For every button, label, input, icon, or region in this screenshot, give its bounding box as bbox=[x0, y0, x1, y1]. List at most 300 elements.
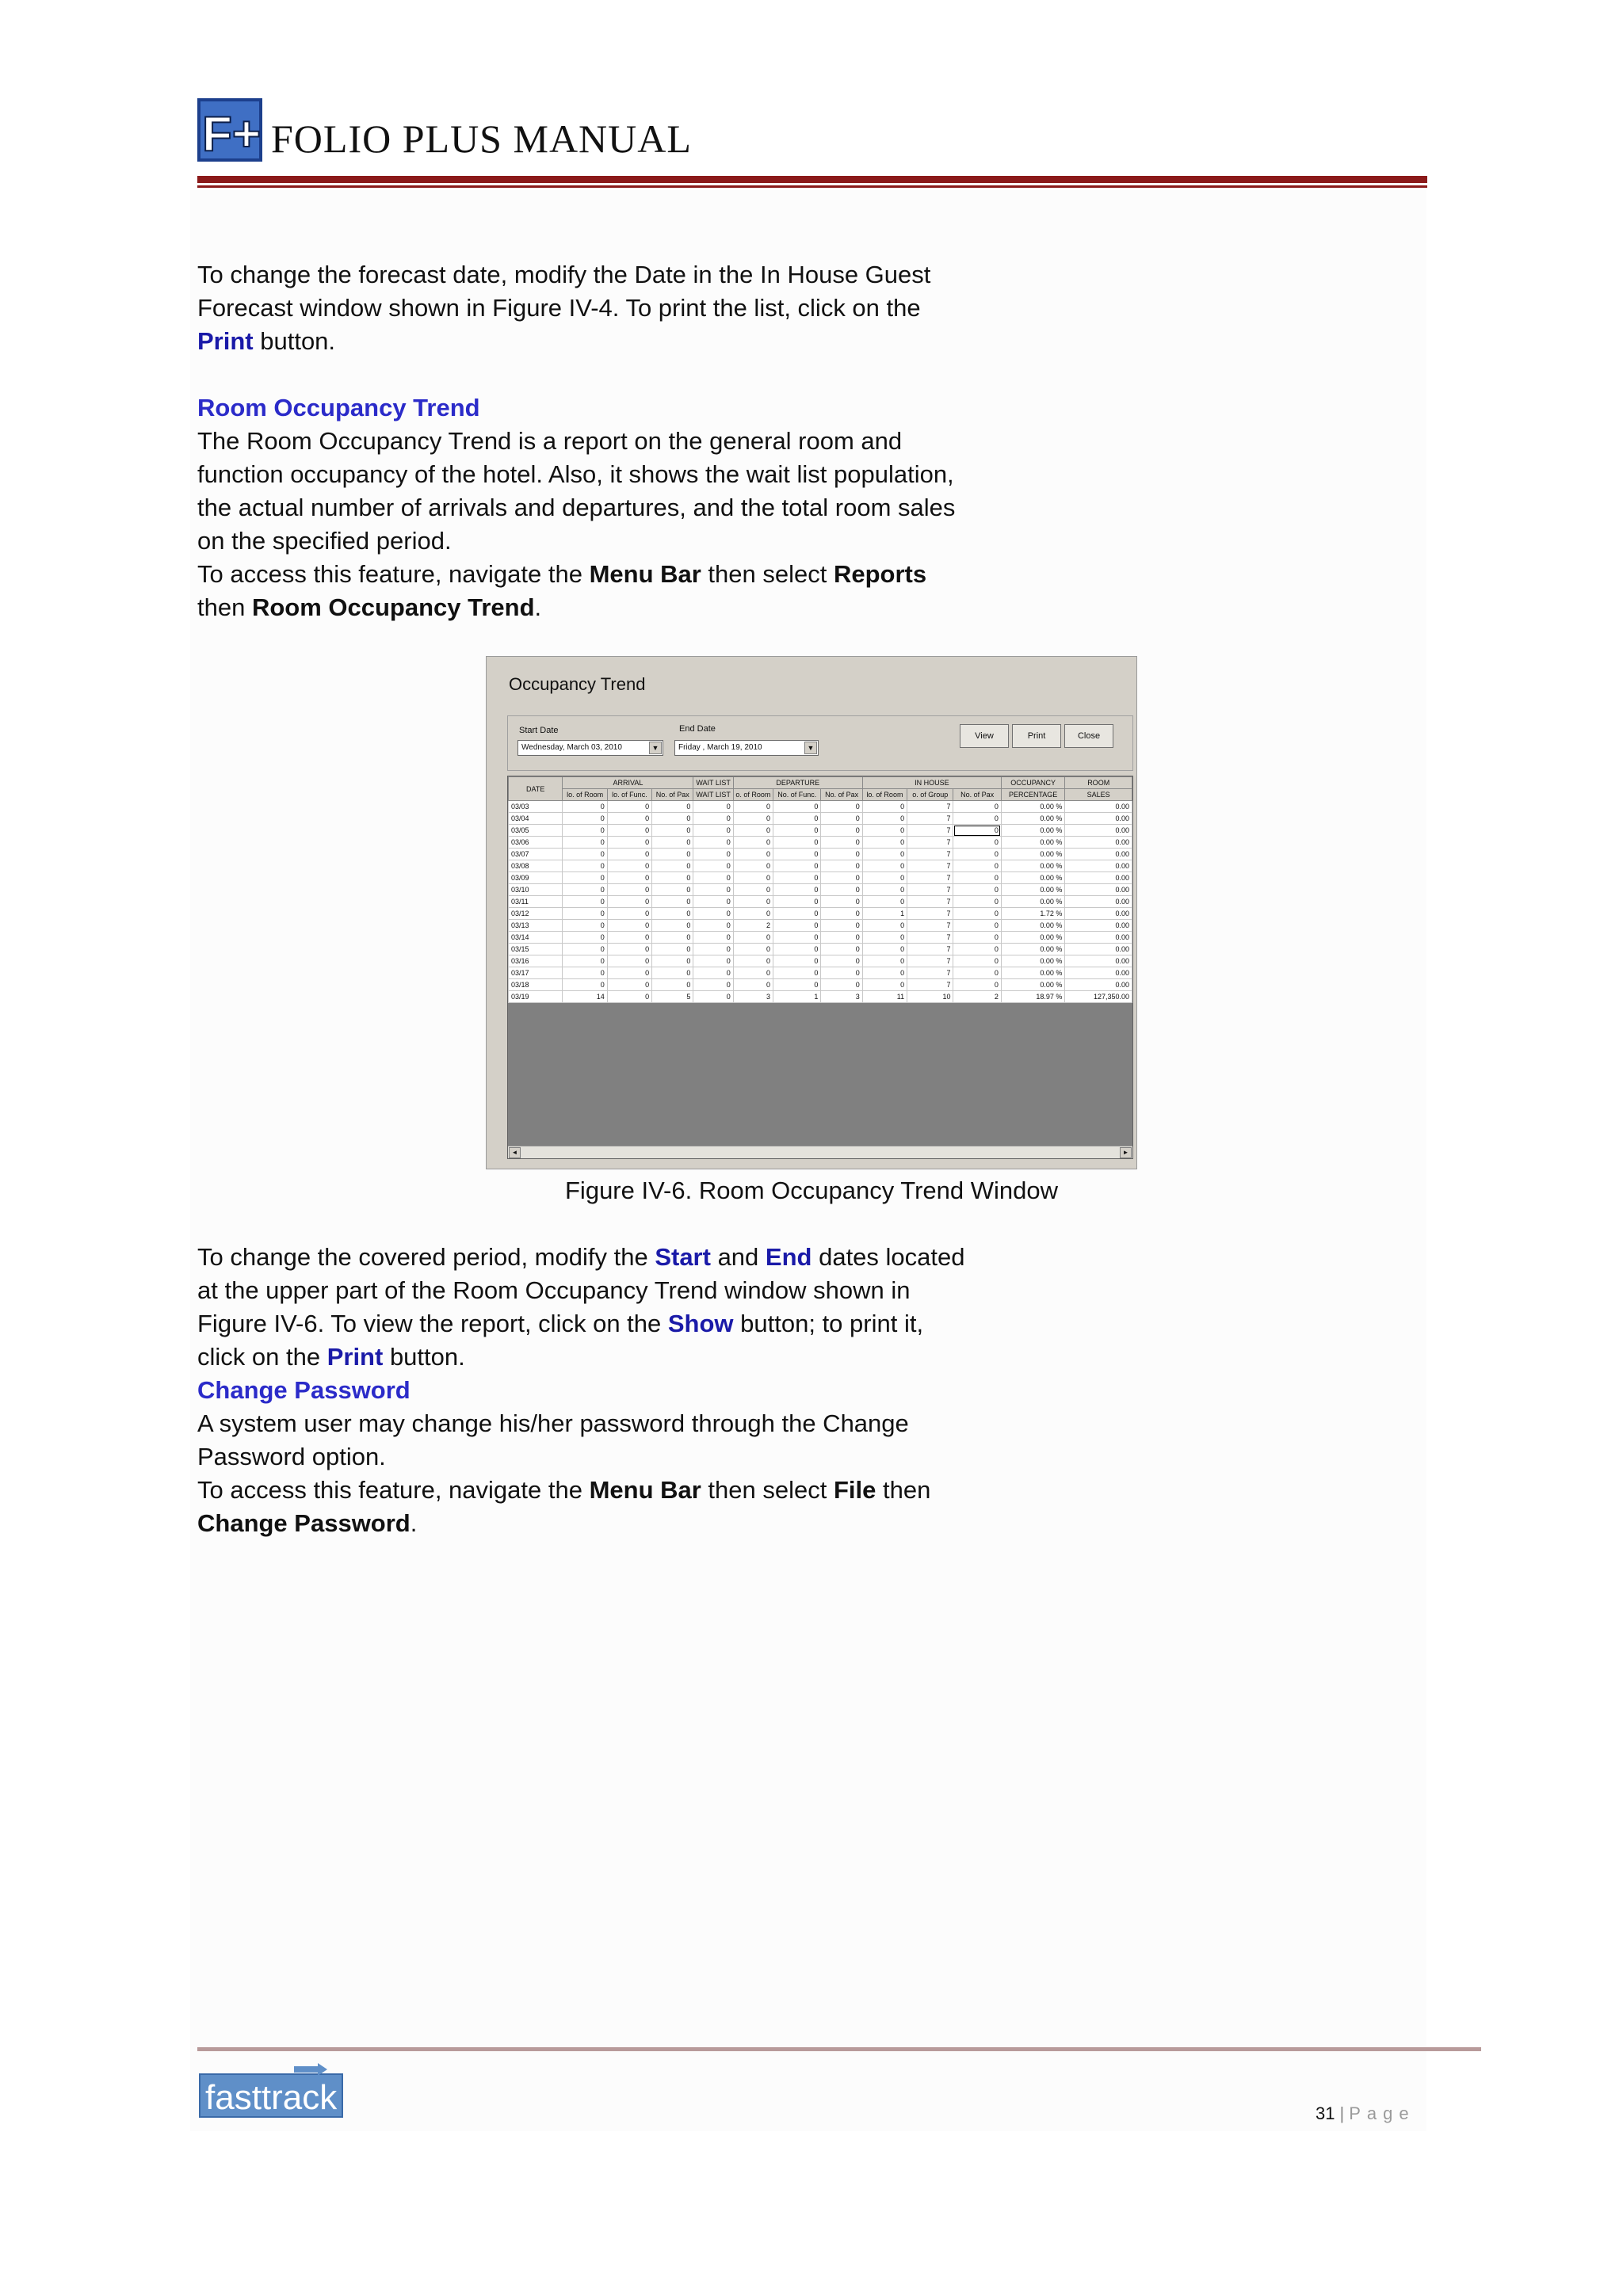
table-cell[interactable]: 0 bbox=[693, 920, 733, 932]
access-text: then bbox=[197, 593, 252, 621]
folio-plus-logo-text: F+ bbox=[202, 107, 262, 162]
table-cell[interactable]: 0.00 bbox=[1065, 944, 1132, 955]
table-cell[interactable]: 7 bbox=[907, 967, 953, 979]
table-cell[interactable]: 0.00 bbox=[1065, 849, 1132, 860]
table-cell[interactable]: 0 bbox=[733, 884, 773, 896]
table-cell[interactable]: 0 bbox=[607, 896, 651, 908]
table-cell[interactable]: 0 bbox=[607, 967, 651, 979]
table-cell[interactable]: 0.00 % bbox=[1001, 801, 1065, 813]
table-cell[interactable]: 0.00 bbox=[1065, 967, 1132, 979]
access-text: . bbox=[410, 1509, 418, 1537]
table-cell[interactable]: 0 bbox=[607, 849, 651, 860]
table-cell[interactable]: 0 bbox=[862, 896, 907, 908]
section-line: the actual number of arrivals and departures, and the total room sales bbox=[197, 494, 956, 521]
table-cell[interactable]: 0 bbox=[821, 944, 862, 955]
table-cell[interactable]: 0 bbox=[773, 967, 821, 979]
table-cell[interactable]: 0 bbox=[693, 801, 733, 813]
table-cell[interactable]: 0 bbox=[773, 944, 821, 955]
table-cell[interactable]: 0 bbox=[607, 944, 651, 955]
table-cell[interactable]: 0 bbox=[773, 849, 821, 860]
table-cell[interactable]: 0.00 % bbox=[1001, 979, 1065, 991]
table-cell[interactable]: 0 bbox=[773, 955, 821, 967]
column-header: No. of Func. bbox=[773, 789, 821, 801]
table-cell[interactable]: 0 bbox=[821, 896, 862, 908]
table-cell[interactable]: 0 bbox=[862, 825, 907, 837]
close-button[interactable]: Close bbox=[1064, 724, 1113, 748]
table-cell[interactable]: 0 bbox=[563, 920, 607, 932]
table-cell[interactable]: 0.00 % bbox=[1001, 944, 1065, 955]
table-row[interactable] bbox=[509, 932, 1132, 944]
column-header: lo. of Room bbox=[862, 789, 907, 801]
access-text: To access this feature, navigate the bbox=[197, 560, 590, 588]
fasttrack-logo-text: fasttrack bbox=[205, 2078, 338, 2117]
table-cell[interactable]: 0 bbox=[862, 849, 907, 860]
table-cell[interactable]: 0 bbox=[862, 920, 907, 932]
table-row[interactable] bbox=[509, 896, 1132, 908]
table-cell[interactable]: 0 bbox=[821, 979, 862, 991]
column-header: No. of Pax bbox=[953, 789, 1001, 801]
column-header: lo. of Room bbox=[563, 789, 607, 801]
table-cell[interactable]: 0.00 bbox=[1065, 825, 1132, 837]
table-cell[interactable]: 0 bbox=[563, 967, 607, 979]
table-cell[interactable]: 2 bbox=[733, 920, 773, 932]
table-cell[interactable]: 0 bbox=[733, 837, 773, 849]
column-header: No. of Pax bbox=[652, 789, 693, 801]
table-row[interactable] bbox=[509, 825, 1132, 837]
table-row[interactable] bbox=[509, 991, 1132, 1003]
table-cell[interactable]: 0.00 bbox=[1065, 801, 1132, 813]
table-cell[interactable]: 11 bbox=[862, 991, 907, 1003]
table-cell[interactable]: 2 bbox=[953, 991, 1001, 1003]
table-cell[interactable]: 7 bbox=[907, 872, 953, 884]
table-cell[interactable]: 0 bbox=[607, 837, 651, 849]
table-cell[interactable]: 5 bbox=[652, 991, 693, 1003]
access-text: then select bbox=[701, 1476, 834, 1504]
table-cell[interactable]: 0.00 bbox=[1065, 884, 1132, 896]
scroll-left-icon[interactable]: ◄ bbox=[509, 1147, 521, 1158]
table-cell[interactable]: 0 bbox=[563, 860, 607, 872]
date-cell[interactable]: 03/17 bbox=[509, 967, 563, 979]
table-cell[interactable]: 0 bbox=[733, 896, 773, 908]
occupancy-grid[interactable] bbox=[507, 776, 1133, 1159]
table-cell[interactable]: 0 bbox=[607, 908, 651, 920]
table-cell[interactable]: 0 bbox=[862, 813, 907, 825]
table-cell[interactable]: 0.00 % bbox=[1001, 932, 1065, 944]
column-group-room: ROOM bbox=[1065, 777, 1132, 789]
table-cell[interactable]: 0 bbox=[652, 920, 693, 932]
intro-line: To change the forecast date, modify the Date in the In House Guest bbox=[197, 261, 931, 288]
table-cell[interactable]: 0.00 bbox=[1065, 837, 1132, 849]
date-cell[interactable]: 03/15 bbox=[509, 944, 563, 955]
table-cell[interactable]: 0 bbox=[733, 955, 773, 967]
table-cell[interactable]: 1 bbox=[862, 908, 907, 920]
column-header: WAIT LIST bbox=[693, 789, 733, 801]
table-cell[interactable]: 0 bbox=[862, 967, 907, 979]
sub-header-row bbox=[509, 789, 1132, 801]
room-occupancy-section bbox=[197, 391, 1022, 624]
table-cell[interactable]: 0 bbox=[733, 908, 773, 920]
date-cell[interactable]: 03/14 bbox=[509, 932, 563, 944]
horizontal-scrollbar[interactable] bbox=[508, 1146, 1132, 1158]
access-line bbox=[197, 1507, 1022, 1540]
table-cell[interactable]: 0 bbox=[862, 884, 907, 896]
date-cell[interactable]: 03/04 bbox=[509, 813, 563, 825]
table-cell[interactable]: 7 bbox=[907, 813, 953, 825]
date-cell[interactable]: 03/11 bbox=[509, 896, 563, 908]
table-cell[interactable]: 0 bbox=[862, 860, 907, 872]
table-cell[interactable]: 0 bbox=[693, 813, 733, 825]
table-cell[interactable]: 0 bbox=[773, 908, 821, 920]
table-cell[interactable]: 0 bbox=[773, 932, 821, 944]
table-cell[interactable]: 0 bbox=[693, 860, 733, 872]
para-text: and bbox=[710, 1243, 766, 1271]
table-cell[interactable]: 0 bbox=[607, 813, 651, 825]
table-cell[interactable]: 0 bbox=[733, 872, 773, 884]
date-range-panel bbox=[507, 715, 1133, 771]
table-cell[interactable]: 0 bbox=[607, 991, 651, 1003]
table-cell[interactable]: 0 bbox=[953, 813, 1001, 825]
table-cell[interactable]: 7 bbox=[907, 932, 953, 944]
table-cell[interactable]: 0 bbox=[862, 955, 907, 967]
table-cell[interactable]: 0 bbox=[953, 944, 1001, 955]
start-date-value: Wednesday, March 03, 2010 bbox=[521, 743, 622, 752]
table-cell[interactable]: 0 bbox=[773, 860, 821, 872]
table-cell[interactable]: 0 bbox=[821, 825, 862, 837]
date-cell[interactable]: 03/10 bbox=[509, 884, 563, 896]
table-cell[interactable]: 7 bbox=[907, 837, 953, 849]
start-date-label: Start Date bbox=[519, 726, 559, 735]
menu-bar-keyword: Menu Bar bbox=[589, 560, 701, 588]
section-line: function occupancy of the hotel. Also, it shows the wait list population, bbox=[197, 460, 954, 488]
table-cell[interactable]: 0 bbox=[652, 932, 693, 944]
table-cell[interactable]: 7 bbox=[907, 979, 953, 991]
table-cell[interactable]: 7 bbox=[907, 955, 953, 967]
table-cell[interactable]: 0 bbox=[563, 955, 607, 967]
table-cell[interactable]: 0 bbox=[953, 896, 1001, 908]
table-cell[interactable]: 0.00 % bbox=[1001, 860, 1065, 872]
table-cell[interactable]: 0 bbox=[563, 837, 607, 849]
table-cell[interactable]: 0 bbox=[821, 932, 862, 944]
table-cell[interactable]: 0.00 bbox=[1065, 979, 1132, 991]
table-cell[interactable]: 0 bbox=[953, 837, 1001, 849]
table-cell[interactable]: 0 bbox=[953, 967, 1001, 979]
intro-text: button. bbox=[253, 327, 336, 355]
table-cell[interactable]: 0 bbox=[563, 932, 607, 944]
chevron-down-icon[interactable]: ▼ bbox=[804, 742, 817, 754]
table-cell[interactable]: 0 bbox=[607, 872, 651, 884]
table-cell[interactable]: 0 bbox=[953, 932, 1001, 944]
table-row[interactable] bbox=[509, 920, 1132, 932]
table-cell[interactable]: 0 bbox=[821, 860, 862, 872]
table-cell[interactable]: 0 bbox=[821, 813, 862, 825]
table-cell[interactable]: 0 bbox=[607, 979, 651, 991]
date-cell[interactable]: 03/06 bbox=[509, 837, 563, 849]
table-cell[interactable]: 0 bbox=[733, 813, 773, 825]
table-cell[interactable]: 0.00 % bbox=[1001, 813, 1065, 825]
table-cell[interactable]: 0 bbox=[693, 825, 733, 837]
table-cell[interactable]: 0 bbox=[773, 884, 821, 896]
section-line: The Room Occupancy Trend is a report on the general room and bbox=[197, 427, 903, 455]
table-cell[interactable]: 10 bbox=[907, 991, 953, 1003]
table-cell[interactable]: 0 bbox=[733, 932, 773, 944]
fasttrack-logo bbox=[199, 2063, 345, 2119]
table-cell[interactable]: 0 bbox=[693, 944, 733, 955]
date-cell[interactable]: 03/12 bbox=[509, 908, 563, 920]
table-row[interactable] bbox=[509, 908, 1132, 920]
table-row[interactable] bbox=[509, 849, 1132, 860]
table-cell[interactable]: 0 bbox=[821, 967, 862, 979]
table-cell[interactable]: 0 bbox=[773, 896, 821, 908]
table-cell[interactable]: 0 bbox=[693, 908, 733, 920]
table-cell[interactable]: 0 bbox=[652, 837, 693, 849]
table-cell[interactable]: 0 bbox=[563, 944, 607, 955]
table-cell[interactable]: 0 bbox=[652, 825, 693, 837]
table-cell[interactable]: 0 bbox=[693, 967, 733, 979]
table-cell[interactable]: 7 bbox=[907, 884, 953, 896]
table-cell[interactable]: 0.00 % bbox=[1001, 872, 1065, 884]
table-cell[interactable]: 0 bbox=[733, 967, 773, 979]
table-cell[interactable]: 0 bbox=[862, 801, 907, 813]
table-cell[interactable]: 0.00 bbox=[1065, 813, 1132, 825]
table-cell[interactable]: 0 bbox=[862, 932, 907, 944]
date-cell[interactable]: 03/08 bbox=[509, 860, 563, 872]
date-cell[interactable]: 03/13 bbox=[509, 920, 563, 932]
table-cell[interactable]: 0 bbox=[862, 872, 907, 884]
table-cell[interactable]: 0 bbox=[953, 860, 1001, 872]
table-cell[interactable]: 0 bbox=[773, 837, 821, 849]
table-cell[interactable]: 0.00 bbox=[1065, 896, 1132, 908]
table-cell[interactable]: 0.00 % bbox=[1001, 884, 1065, 896]
table-cell[interactable]: 0.00 % bbox=[1001, 955, 1065, 967]
table-cell[interactable]: 0 bbox=[821, 849, 862, 860]
figure-caption: Figure IV-6. Room Occupancy Trend Window bbox=[565, 1177, 1058, 1204]
manual-title: FOLIO PLUS MANUAL bbox=[271, 116, 692, 161]
section-line: A system user may change his/her password through the Change bbox=[197, 1409, 909, 1437]
table-cell[interactable]: 0.00 % bbox=[1001, 849, 1065, 860]
date-cell[interactable]: 03/03 bbox=[509, 801, 563, 813]
column-header: o. of Room bbox=[733, 789, 773, 801]
table-row[interactable] bbox=[509, 967, 1132, 979]
table-cell[interactable]: 7 bbox=[907, 860, 953, 872]
para-text: button. bbox=[383, 1343, 465, 1371]
table-cell[interactable]: 18.97 % bbox=[1001, 991, 1065, 1003]
table-cell[interactable]: 7 bbox=[907, 849, 953, 860]
table-cell[interactable]: 0 bbox=[563, 884, 607, 896]
show-keyword: Show bbox=[667, 1310, 734, 1337]
table-cell[interactable]: 0 bbox=[563, 849, 607, 860]
page-number-value: 31 bbox=[1316, 2103, 1335, 2123]
date-cell[interactable]: 03/05 bbox=[509, 825, 563, 837]
table-cell[interactable]: 0 bbox=[693, 884, 733, 896]
table-cell[interactable]: 0 bbox=[821, 955, 862, 967]
table-cell[interactable]: 0 bbox=[607, 860, 651, 872]
table-cell[interactable]: 0 bbox=[693, 872, 733, 884]
table-cell[interactable]: 0 bbox=[953, 979, 1001, 991]
table-cell[interactable]: 0 bbox=[652, 860, 693, 872]
table-cell[interactable]: 7 bbox=[907, 908, 953, 920]
table-cell[interactable]: 7 bbox=[907, 920, 953, 932]
table-cell[interactable]: 0 bbox=[652, 896, 693, 908]
table-cell[interactable]: 0 bbox=[693, 849, 733, 860]
table-cell[interactable]: 0 bbox=[773, 813, 821, 825]
start-date-picker[interactable] bbox=[517, 740, 663, 756]
table-cell[interactable]: 0 bbox=[773, 979, 821, 991]
date-cell[interactable]: 03/07 bbox=[509, 849, 563, 860]
table-cell[interactable]: 0 bbox=[733, 825, 773, 837]
table-cell[interactable]: 3 bbox=[733, 991, 773, 1003]
table-row[interactable] bbox=[509, 884, 1132, 896]
print-keyword: Print bbox=[197, 327, 254, 355]
table-cell[interactable]: 0 bbox=[953, 825, 1001, 837]
table-cell[interactable]: 0 bbox=[652, 849, 693, 860]
table-row[interactable] bbox=[509, 801, 1132, 813]
occupancy-table-body bbox=[509, 801, 1132, 1003]
table-cell[interactable]: 0 bbox=[652, 979, 693, 991]
table-cell[interactable]: 0 bbox=[563, 979, 607, 991]
table-row[interactable] bbox=[509, 979, 1132, 991]
table-cell[interactable]: 0 bbox=[693, 896, 733, 908]
table-cell[interactable]: 0 bbox=[693, 837, 733, 849]
table-cell[interactable]: 0 bbox=[953, 801, 1001, 813]
table-cell[interactable]: 0 bbox=[953, 920, 1001, 932]
table-cell[interactable]: 0 bbox=[563, 813, 607, 825]
table-cell[interactable]: 0 bbox=[607, 932, 651, 944]
table-cell[interactable]: 0 bbox=[563, 825, 607, 837]
table-cell[interactable]: 0 bbox=[607, 825, 651, 837]
view-button[interactable]: View bbox=[960, 724, 1009, 748]
table-cell[interactable]: 0 bbox=[652, 801, 693, 813]
table-cell[interactable]: 0 bbox=[953, 884, 1001, 896]
table-cell[interactable]: 0.00 % bbox=[1001, 967, 1065, 979]
end-date-picker[interactable] bbox=[674, 740, 819, 756]
table-cell[interactable]: 0 bbox=[563, 801, 607, 813]
table-cell[interactable]: 0 bbox=[773, 801, 821, 813]
table-row[interactable] bbox=[509, 837, 1132, 849]
table-row[interactable] bbox=[509, 860, 1132, 872]
header-rule bbox=[197, 176, 1427, 183]
table-cell[interactable]: 0 bbox=[862, 944, 907, 955]
table-cell[interactable]: 3 bbox=[821, 991, 862, 1003]
table-cell[interactable]: 0 bbox=[733, 801, 773, 813]
table-cell[interactable]: 0.00 % bbox=[1001, 896, 1065, 908]
date-cell[interactable]: 03/16 bbox=[509, 955, 563, 967]
table-cell[interactable]: 0.00 bbox=[1065, 908, 1132, 920]
para-text: button; to print it, bbox=[733, 1310, 924, 1337]
table-cell[interactable]: 0 bbox=[652, 908, 693, 920]
table-cell[interactable]: 0 bbox=[821, 837, 862, 849]
table-cell[interactable]: 0 bbox=[652, 813, 693, 825]
table-cell[interactable]: 14 bbox=[563, 991, 607, 1003]
table-cell[interactable]: 0.00 bbox=[1065, 920, 1132, 932]
table-cell[interactable]: 7 bbox=[907, 801, 953, 813]
page-number bbox=[1316, 2103, 1415, 2124]
table-cell[interactable]: 0 bbox=[607, 884, 651, 896]
table-cell[interactable]: 0 bbox=[733, 849, 773, 860]
table-cell[interactable]: 127,350.00 bbox=[1065, 991, 1132, 1003]
para-text: click on the bbox=[197, 1343, 327, 1371]
table-cell[interactable]: 0 bbox=[733, 860, 773, 872]
table-cell[interactable]: 7 bbox=[907, 944, 953, 955]
table-cell[interactable]: 1 bbox=[773, 991, 821, 1003]
covered-period-paragraph bbox=[197, 1241, 1022, 1540]
table-cell[interactable]: 0 bbox=[693, 991, 733, 1003]
table-row[interactable] bbox=[509, 872, 1132, 884]
date-cell[interactable]: 03/09 bbox=[509, 872, 563, 884]
table-cell[interactable]: 0 bbox=[652, 944, 693, 955]
chevron-down-icon[interactable]: ▼ bbox=[649, 742, 662, 754]
table-cell[interactable]: 0 bbox=[821, 884, 862, 896]
column-header-date: DATE bbox=[509, 777, 563, 801]
table-cell[interactable]: 0 bbox=[953, 908, 1001, 920]
table-cell[interactable]: 0.00 % bbox=[1001, 837, 1065, 849]
table-cell[interactable]: 0 bbox=[607, 801, 651, 813]
table-cell[interactable]: 0.00 bbox=[1065, 955, 1132, 967]
print-button[interactable]: Print bbox=[1012, 724, 1061, 748]
table-cell[interactable]: 0 bbox=[953, 872, 1001, 884]
table-cell[interactable]: 0 bbox=[953, 849, 1001, 860]
table-cell[interactable]: 0 bbox=[862, 837, 907, 849]
table-cell[interactable]: 0 bbox=[821, 920, 862, 932]
table-cell[interactable]: 0 bbox=[733, 979, 773, 991]
date-cell[interactable]: 03/18 bbox=[509, 979, 563, 991]
table-cell[interactable]: 1.72 % bbox=[1001, 908, 1065, 920]
table-row[interactable] bbox=[509, 944, 1132, 955]
page-separator: | bbox=[1339, 2103, 1345, 2123]
column-header: lo. of Func. bbox=[607, 789, 651, 801]
table-cell[interactable]: 0 bbox=[652, 955, 693, 967]
table-cell[interactable]: 0 bbox=[773, 825, 821, 837]
table-cell[interactable]: 7 bbox=[907, 896, 953, 908]
table-cell[interactable]: 0 bbox=[693, 979, 733, 991]
print-keyword: Print bbox=[327, 1343, 384, 1371]
column-group-occupancy: OCCUPANCY bbox=[1001, 777, 1065, 789]
table-cell[interactable]: 0 bbox=[953, 955, 1001, 967]
table-cell[interactable]: 0 bbox=[862, 979, 907, 991]
table-cell[interactable]: 7 bbox=[907, 825, 953, 837]
section-heading-room-occupancy-trend: Room Occupancy Trend bbox=[197, 394, 480, 421]
table-cell[interactable]: 0.00 % bbox=[1001, 825, 1065, 837]
access-text: then select bbox=[701, 560, 834, 588]
table-cell[interactable]: 0 bbox=[607, 920, 651, 932]
table-cell[interactable]: 0.00 % bbox=[1001, 920, 1065, 932]
table-cell[interactable]: 0 bbox=[733, 944, 773, 955]
table-cell[interactable]: 0.00 bbox=[1065, 932, 1132, 944]
table-cell[interactable]: 0 bbox=[607, 955, 651, 967]
table-cell[interactable]: 0.00 bbox=[1065, 860, 1132, 872]
table-cell[interactable]: 0 bbox=[652, 872, 693, 884]
table-row[interactable] bbox=[509, 955, 1132, 967]
table-cell[interactable]: 0 bbox=[563, 872, 607, 884]
table-cell[interactable]: 0 bbox=[693, 955, 733, 967]
table-cell[interactable]: 0 bbox=[563, 896, 607, 908]
table-cell[interactable]: 0.00 bbox=[1065, 872, 1132, 884]
table-cell[interactable]: 0 bbox=[563, 908, 607, 920]
table-cell[interactable]: 0 bbox=[693, 932, 733, 944]
table-cell[interactable]: 0 bbox=[652, 967, 693, 979]
para-text: Figure IV-6. To view the report, click on the bbox=[197, 1310, 668, 1337]
table-cell[interactable]: 0 bbox=[821, 872, 862, 884]
para-line bbox=[197, 1341, 1022, 1374]
table-cell[interactable]: 0 bbox=[773, 872, 821, 884]
table-cell[interactable]: 0 bbox=[821, 908, 862, 920]
table-row[interactable] bbox=[509, 813, 1132, 825]
scroll-right-icon[interactable]: ► bbox=[1120, 1147, 1132, 1158]
table-cell[interactable]: 0 bbox=[821, 801, 862, 813]
table-cell[interactable]: 0 bbox=[773, 920, 821, 932]
date-cell[interactable]: 03/19 bbox=[509, 991, 563, 1003]
table-cell[interactable]: 0 bbox=[652, 884, 693, 896]
section-line: on the specified period. bbox=[197, 527, 452, 555]
